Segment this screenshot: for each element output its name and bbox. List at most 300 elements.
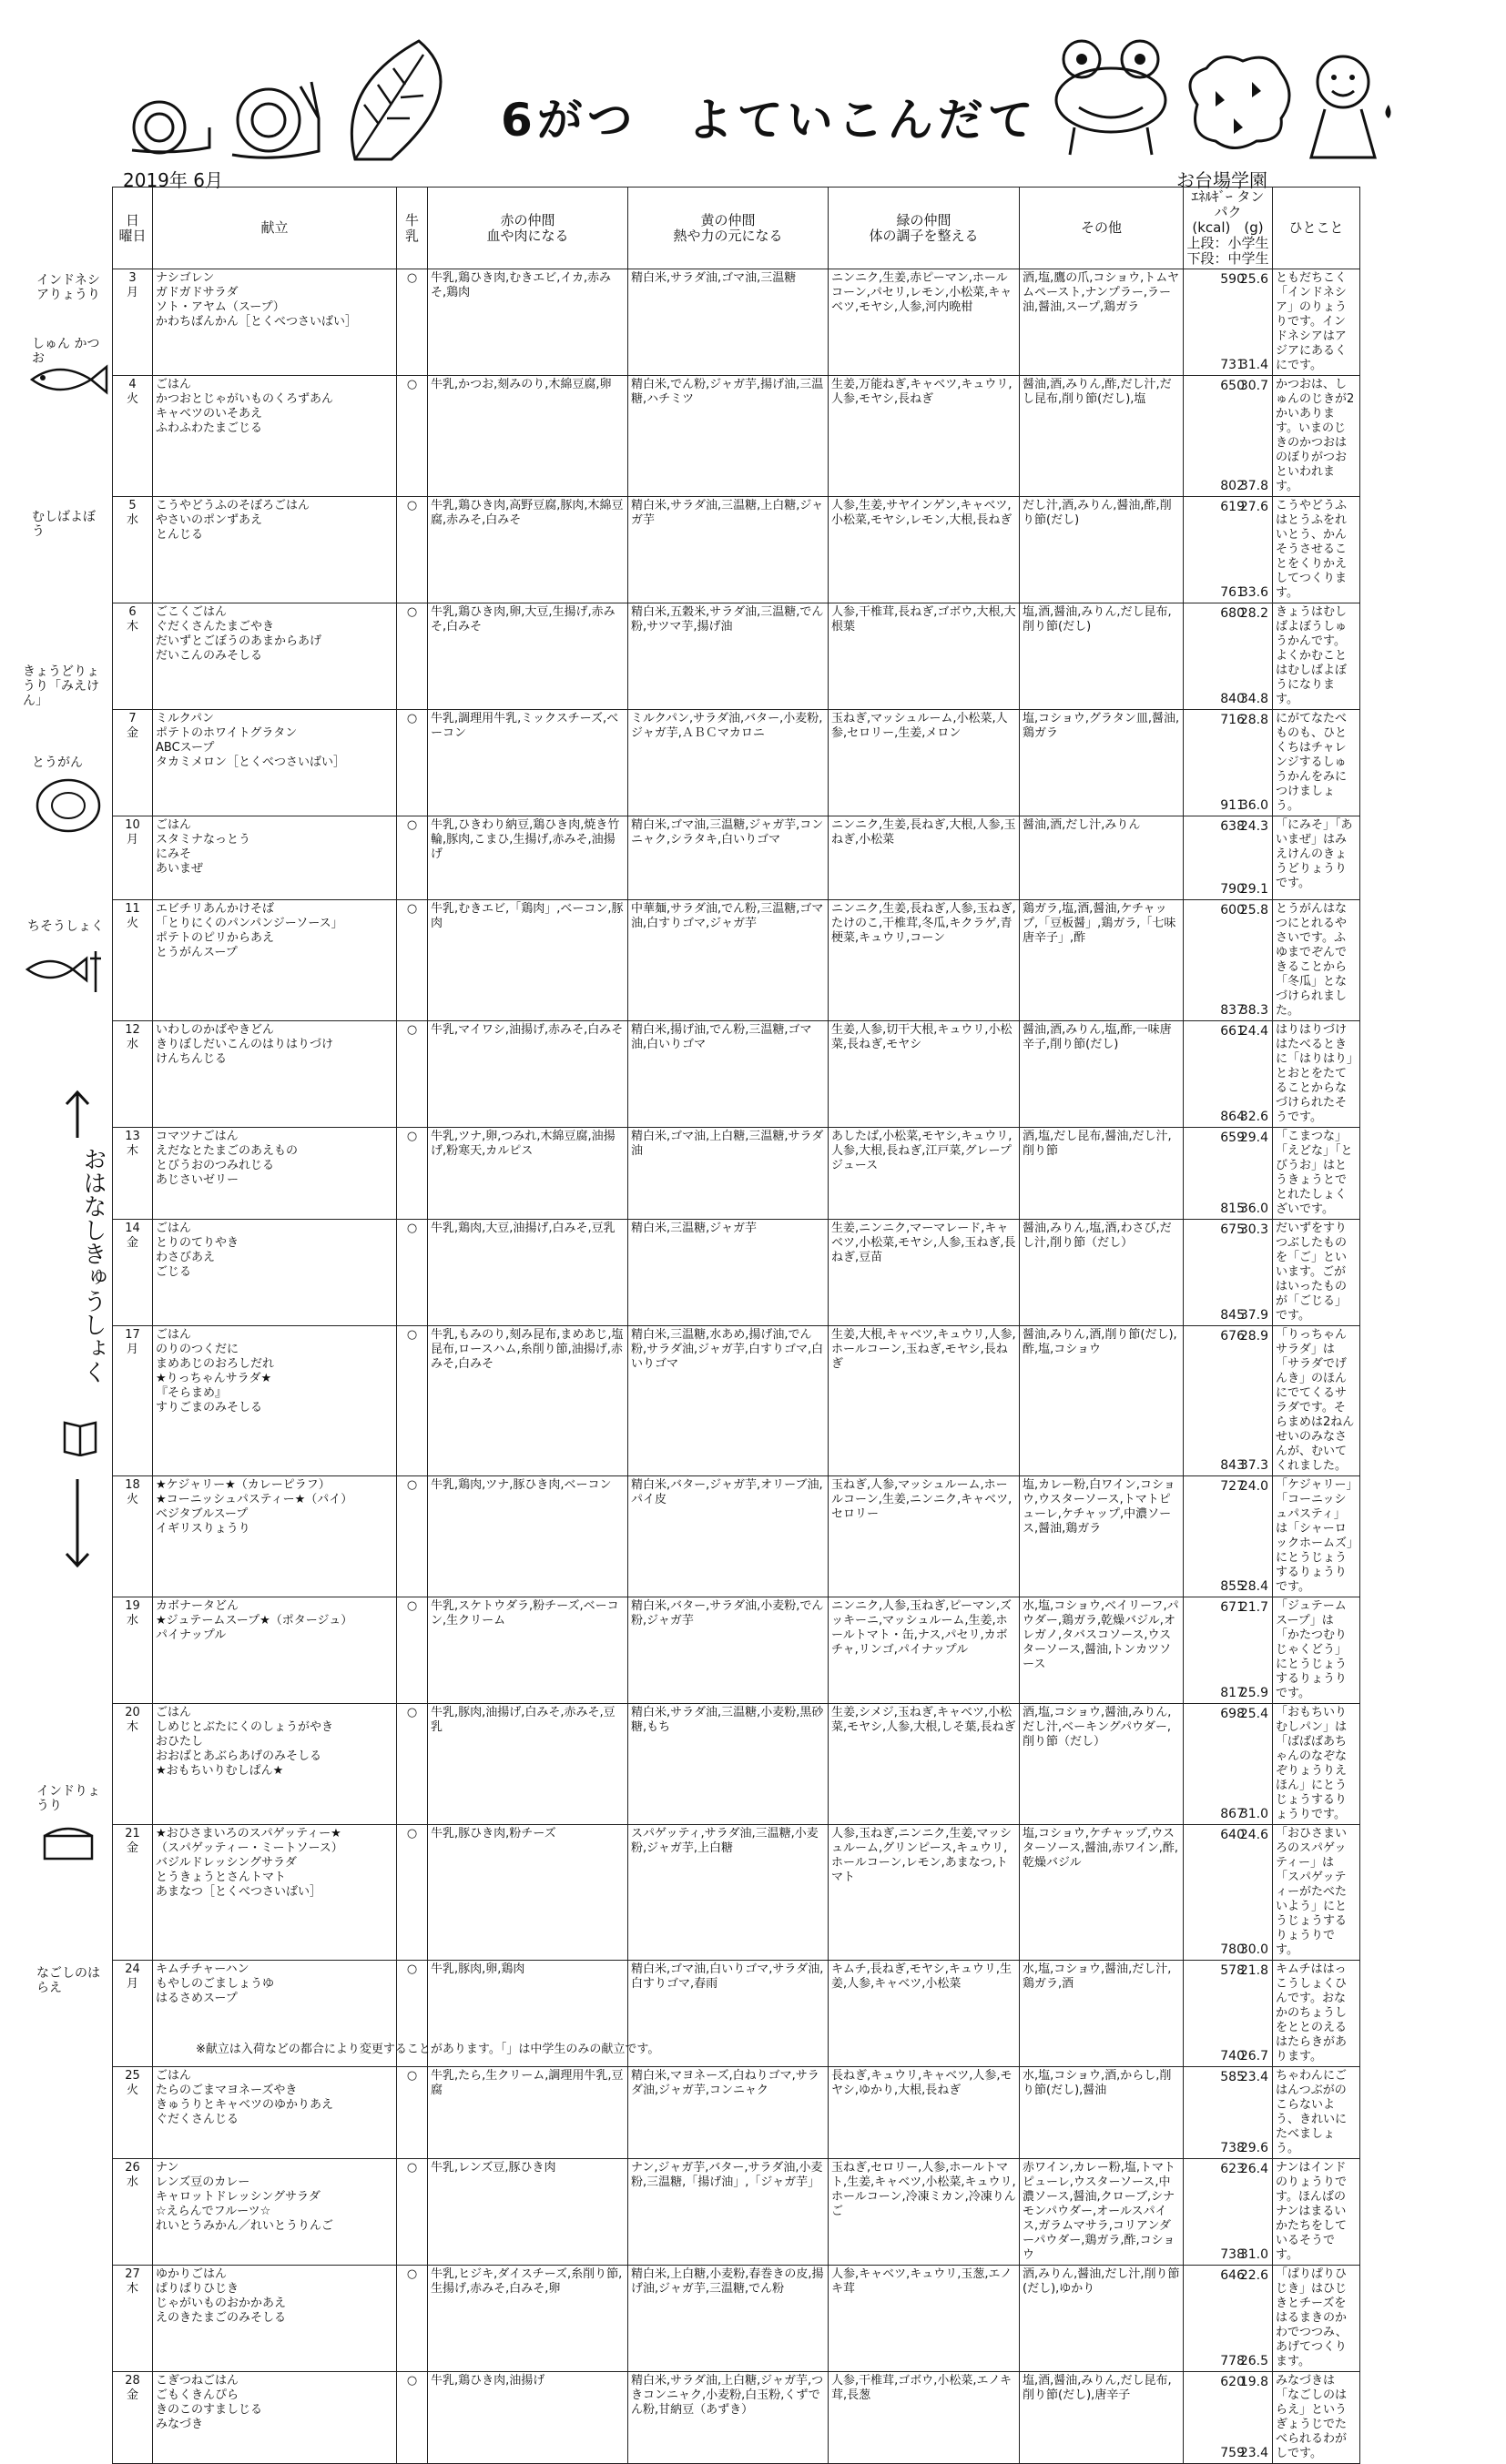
nutrition-cell	[1184, 900, 1273, 1021]
yellow-group-cell: 精白米,サラダ油,三温糖,上白糖,ジャガ芋	[628, 497, 829, 603]
table-row	[113, 710, 1360, 816]
dish-name: ごもくきんぴら	[156, 2388, 239, 2402]
dish-name: きのこのすましじる	[156, 2403, 263, 2417]
green-group-cell: 生姜,大根,キャベツ,キュウリ,人参,ホールコーン,玉ねぎ,モヤシ,長ねぎ	[829, 1326, 1020, 1476]
dish-name: みなづき	[156, 2418, 204, 2431]
green-group-cell: 生姜,ニンニク,マーマレード,キャベツ,小松菜,モヤシ,人参,玉ねぎ,長ねぎ,豆苗	[829, 1220, 1020, 1326]
dish-name: ナン	[156, 2161, 179, 2175]
red-group-cell: 牛乳,豚肉,油揚げ,白みそ,赤みそ,豆乳	[428, 1704, 628, 1825]
frog-icon	[1047, 36, 1175, 159]
date-cell	[113, 1220, 153, 1326]
protein-junior: 26.7	[1239, 2049, 1268, 2063]
dish-name: ふわふわたまごじる	[156, 421, 263, 435]
dish-name: とりのてりやき	[156, 1236, 239, 1250]
dish-name: かつおとじゃがいものくろずあん	[156, 392, 334, 406]
footnote: ※献立は入荷などの都合により変更することがあります。「」は中学生のみの献立です。	[196, 2043, 660, 2056]
protein-elementary: 25.4	[1239, 1707, 1268, 1721]
green-group-cell: 生姜,万能ねぎ,キャベツ,キュウリ,人参,モヤシ,長ねぎ	[829, 376, 1020, 497]
yellow-group-cell: 精白米,サラダ油,三温糖,小麦粉,黒砂糖,もち	[628, 1704, 829, 1825]
green-group-cell: 人参,干椎茸,ゴボウ,小松菜,エノキ茸,長葱	[829, 2372, 1020, 2464]
header-milk: 牛 乳	[397, 188, 428, 269]
fish-icon	[23, 360, 109, 401]
protein-elementary: 24.4	[1239, 1024, 1268, 1039]
green-group-cell: ニンニク,生姜,長ねぎ,人参,玉ねぎ,たけのこ,干椎茸,冬瓜,キクラゲ,青梗菜,キュウリ,コーン	[829, 900, 1020, 1021]
other-cell: 酒,塩,コショウ,醤油,みりん,だし汁,ベーキングパウダー,削り節（だし）	[1020, 1704, 1184, 1825]
yellow-group-cell: 精白米,ゴマ油,白いりゴマ,サラダ油,白すりゴマ,春雨	[628, 1961, 829, 2067]
date-cell	[113, 1961, 153, 2067]
date-cell	[113, 900, 153, 1021]
header-yellow: 黄の仲間 熱や力の元になる	[628, 188, 829, 269]
nutrition-cell	[1184, 1825, 1273, 1961]
date-cell	[113, 376, 153, 497]
weekday: 木	[126, 620, 138, 634]
energy-junior: 778	[1220, 2354, 1245, 2368]
table-row	[113, 1704, 1360, 1825]
table-row	[113, 1128, 1360, 1220]
red-group-cell: 牛乳,ヒジキ,ダイスチーズ,糸削り節,生揚げ,赤みそ,白みそ,卵	[428, 2266, 628, 2372]
dish-name: しめじとぶたにくのしょうがやき	[156, 1720, 334, 1734]
other-cell: 水,塩,コショウ,ベイリーフ,パウダー,鶏ガラ,乾燥バジル,オレガノ,タバスコソース,ウスターソース,醤油,トンカツソース	[1020, 1597, 1184, 1704]
dishes-cell	[153, 376, 397, 497]
dish-name: いわしのかばやきどん	[156, 1023, 275, 1037]
other-cell: 塩,コショウ,ケチャップ,ウスターソース,醤油,赤ワイン,酢,乾燥バジル	[1020, 1825, 1184, 1961]
protein-elementary: 29.4	[1239, 1131, 1268, 1145]
table-row	[113, 1326, 1360, 1476]
milk-mark: ○	[397, 1128, 428, 1220]
dish-name: （スパゲッティー・ミートソース）	[156, 1841, 343, 1855]
dishes-cell	[153, 710, 397, 816]
weekday: 水	[126, 513, 138, 527]
dish-name: ポテトのホワイトグラタン	[156, 726, 298, 740]
other-cell: 酒,塩,鷹の爪,コショウ,トムヤムペースト,ナンプラー,ラー油,醤油,スープ,鶏ガラ	[1020, 269, 1184, 376]
energy-elementary: 578	[1220, 1963, 1245, 1978]
comment-cell: ナンはインドのりょうりです。ほんばのナンはまるいかたちをしているそうです。	[1273, 2159, 1360, 2266]
dish-name: ★おひさまいろのスパゲッティー★	[156, 1827, 341, 1840]
weekday: 水	[126, 2175, 138, 2189]
date-cell	[113, 1476, 153, 1597]
comment-cell: きょうはむしばよぼうしゅうかんです。よくかむことはむしばよぼうになります。	[1273, 603, 1360, 710]
dishes-cell	[153, 1704, 397, 1825]
table-row	[113, 2266, 1360, 2372]
hydrangea-icon	[1179, 50, 1297, 155]
protein-junior: 28.4	[1239, 1579, 1268, 1594]
protein-junior: 37.3	[1239, 1458, 1268, 1473]
dish-name: ごはん	[156, 2069, 192, 2083]
dish-name: おひたし	[156, 1735, 204, 1749]
date-cell	[113, 1704, 153, 1825]
side-label-indonesia: インドネシアりょうり	[36, 273, 100, 302]
protein-junior: 26.5	[1239, 2354, 1268, 2368]
protein-elementary: 21.8	[1239, 1963, 1268, 1978]
protein-junior: 33.6	[1239, 585, 1268, 600]
school-name: お台場学園	[1176, 169, 1267, 191]
comment-cell: ちゃわんにごはんつぶがのこらないよう、きれいにたべましょう。	[1273, 2067, 1360, 2159]
table-row	[113, 1476, 1360, 1597]
weekday: 木	[126, 2282, 138, 2296]
side-label-nagoshi: なごしのはらえ	[36, 1966, 100, 1995]
energy-junior: 740	[1220, 2049, 1245, 2063]
green-group-cell: 玉ねぎ,マッシュルーム,小松菜,人参,セロリー,生姜,メロン	[829, 710, 1020, 816]
arrow-down-icon	[64, 1475, 91, 1575]
dish-name: ごはん	[156, 1328, 192, 1342]
protein-junior: 30.0	[1239, 1942, 1268, 1957]
dish-name: ごこくごはん	[156, 605, 228, 619]
protein-elementary: 25.6	[1239, 272, 1268, 287]
dish-name: わさびあえ	[156, 1251, 216, 1264]
dishes-cell	[153, 2266, 397, 2372]
dish-name: ごじる	[156, 1265, 192, 1279]
comment-cell: ともだちこく「インドネシア」のりょうりです。インドネシアはアジアにあるくにです。	[1273, 269, 1360, 376]
dish-name: ぐだくさんたまごやき	[156, 620, 275, 634]
dish-name: バジルドレッシングサラダ	[156, 1856, 297, 1870]
header-menu: 献立	[153, 188, 397, 269]
date-cell	[113, 2372, 153, 2464]
protein-junior: 23.4	[1239, 2446, 1268, 2460]
dishes-cell	[153, 816, 397, 900]
milk-mark: ○	[397, 1220, 428, 1326]
energy-elementary: 659	[1220, 1131, 1245, 1145]
dish-name: やさいのポンずあえ	[156, 513, 263, 527]
energy-junior: 911	[1220, 798, 1245, 813]
red-group-cell: 牛乳,たら,生クリーム,調理用牛乳,豆腐	[428, 2067, 628, 2159]
protein-elementary: 30.7	[1239, 379, 1268, 393]
date-cell	[113, 2159, 153, 2266]
protein-junior: 37.9	[1239, 1308, 1268, 1323]
date-cell	[113, 2067, 153, 2159]
comment-cell: 「ケジャリー」「コーニッシュパスティ」は「シャーロックホームズ」にとうじょうするりょうりです。	[1273, 1476, 1360, 1597]
dish-name: エビチリあんかけそば	[156, 902, 275, 916]
page-header	[0, 0, 1506, 191]
other-cell: だし汁,酒,みりん,醤油,酢,削り節(だし)	[1020, 497, 1184, 603]
protein-elementary: 22.6	[1239, 2268, 1268, 2283]
day-number: 4	[128, 378, 137, 391]
red-group-cell: 牛乳,鶏ひき肉,むきエビ,イカ,赤みそ,鶏肉	[428, 269, 628, 376]
nutrition-cell	[1184, 1476, 1273, 1597]
dish-name: コマツナごはん	[156, 1130, 239, 1143]
comment-cell: とうがんはなつにとれるやさいです。ふゆまでぞんできることから「冬瓜」となづけられました。	[1273, 900, 1360, 1021]
dish-name: ★りっちゃんサラダ★	[156, 1372, 272, 1385]
yellow-group-cell: 精白米,ゴマ油,上白糖,三温糖,サラダ油	[628, 1128, 829, 1220]
comment-cell: 「りっちゃんサラダ」は「サラダでげんき」のほんにでてくるサラダです。そらまめは2ねんせいのみなさんが、むいてくれました。	[1273, 1326, 1360, 1476]
energy-junior: 790	[1220, 882, 1245, 897]
milk-mark: ○	[397, 1021, 428, 1128]
milk-mark: ○	[397, 816, 428, 900]
other-cell: 醤油,みりん,酒,削り節(だし),酢,塩,コショウ	[1020, 1326, 1184, 1476]
day-number: 6	[128, 605, 137, 619]
yellow-group-cell: 精白米,バター,ジャガ芋,オリーブ油,パイ皮	[628, 1476, 829, 1597]
red-group-cell: 牛乳,豚ひき肉,粉チーズ	[428, 1825, 628, 1961]
red-group-cell: 牛乳,レンズ豆,豚ひき肉	[428, 2159, 628, 2266]
yellow-group-cell: 精白米,バター,サラダ油,小麦粉,でん粉,ジャガ芋	[628, 1597, 829, 1704]
weekday: 火	[126, 1493, 138, 1506]
menu-table	[112, 187, 1360, 2464]
weekday: 火	[126, 2084, 138, 2097]
energy-junior: 815	[1220, 1202, 1245, 1216]
dish-name: もやしのごましょうゆ	[156, 1977, 275, 1991]
weekday: 木	[126, 1144, 138, 1158]
comment-cell: キムチははっこうしょくひんです。おなかのちょうしをととのえるはたらきがあります。	[1273, 1961, 1360, 2067]
red-group-cell: 牛乳,むきエビ,「鶏肉」,ベーコン,豚肉	[428, 900, 628, 1021]
protein-elementary: 24.6	[1239, 1828, 1268, 1842]
date-cell	[113, 710, 153, 816]
dish-name: スタミナなっとう	[156, 833, 251, 847]
milk-mark: ○	[397, 1326, 428, 1476]
book-icon	[62, 1415, 98, 1456]
date-cell	[113, 1021, 153, 1128]
protein-junior: 31.0	[1239, 1807, 1268, 1821]
nutrition-cell	[1184, 2372, 1273, 2464]
dishes-cell	[153, 2067, 397, 2159]
dishes-cell	[153, 2372, 397, 2464]
milk-mark: ○	[397, 2266, 428, 2372]
dish-name: ☆えらんでフルーツ☆	[156, 2205, 271, 2218]
green-group-cell: 人参,キャベツ,キュウリ,玉葱,エノキ茸	[829, 2266, 1020, 2372]
comment-cell: 「おひさまいろのスパゲッティー」は「スパゲッティーがたべたいよう」にとうじょうするりょうりです。	[1273, 1825, 1360, 1961]
weekday: 金	[126, 2388, 138, 2402]
green-group-cell: 生姜,シメジ,玉ねぎ,キャベツ,小松菜,モヤシ,人参,大根,しそ葉,長ねぎ	[829, 1704, 1020, 1825]
protein-elementary: 27.6	[1239, 500, 1268, 514]
table-row	[113, 2067, 1360, 2159]
date-cell	[113, 816, 153, 900]
nutrition-cell	[1184, 2067, 1273, 2159]
yellow-group-cell: スパゲッティ,サラダ油,三温糖,小麦粉,ジャガ芋,上白糖	[628, 1825, 829, 1961]
weekday: 火	[126, 917, 138, 930]
red-group-cell: 牛乳,鶏ひき肉,油揚げ	[428, 2372, 628, 2464]
dishes-cell	[153, 1825, 397, 1961]
dish-name: はるさめスープ	[156, 1992, 238, 2005]
energy-junior: 843	[1220, 1458, 1245, 1473]
protein-elementary: 24.0	[1239, 1479, 1268, 1494]
dish-name: れいとうみかん／れいとうりんご	[156, 2219, 334, 2233]
protein-elementary: 24.3	[1239, 819, 1268, 834]
yellow-group-cell: 精白米,三温糖,ジャガ芋	[628, 1220, 829, 1326]
red-group-cell: 牛乳,マイワシ,油揚げ,赤みそ,白みそ	[428, 1021, 628, 1128]
other-cell: 水,塩,コショウ,酒,からし,削り節(だし),醤油	[1020, 2067, 1184, 2159]
energy-elementary: 698	[1220, 1707, 1245, 1721]
nutrition-cell	[1184, 269, 1273, 376]
energy-elementary: 675	[1220, 1222, 1245, 1237]
other-cell: 塩,カレー粉,白ワイン,コショウ,ウスターソース,トマトピューレ,ケチャップ,中濃ソース,醤油,鶏ガラ	[1020, 1476, 1184, 1597]
energy-junior: 731	[1220, 358, 1245, 372]
nutrition-cell	[1184, 710, 1273, 816]
protein-junior: 37.8	[1239, 479, 1268, 493]
energy-elementary: 680	[1220, 606, 1245, 621]
dish-name: まめあじのおろしだれ	[156, 1357, 275, 1371]
other-cell: 塩,酒,醤油,みりん,だし昆布,削り節(だし)	[1020, 603, 1184, 710]
energy-junior: 817	[1220, 1686, 1245, 1700]
green-group-cell: 玉ねぎ,セロリー,人参,ホールトマト,生姜,キャベツ,小松菜,キュウリ,ホールコーン,冷凍ミカン,冷凍りんご	[829, 2159, 1020, 2266]
teru-teru-bozu-icon	[1302, 50, 1402, 164]
energy-elementary: 600	[1220, 903, 1245, 918]
green-group-cell: ニンニク,人参,玉ねぎ,ピーマン,ズッキーニ,マッシュルーム,生姜,ホールトマト・缶,ナス,パセリ,カボチャ,リンゴ,パイナップル	[829, 1597, 1020, 1704]
red-group-cell: 牛乳,スケトウダラ,粉チーズ,ベーコン,生クリーム	[428, 1597, 628, 1704]
milk-mark: ○	[397, 900, 428, 1021]
dish-name: カボナータどん	[156, 1599, 239, 1613]
protein-junior: 36.0	[1239, 798, 1268, 813]
yellow-group-cell: 精白米,揚げ油,でん粉,三温糖,ゴマ油,白いりゴマ	[628, 1021, 829, 1128]
nutrition-cell	[1184, 816, 1273, 900]
dish-name: キャベツのいそあえ	[156, 407, 263, 421]
dishes-cell	[153, 1220, 397, 1326]
other-cell: 醤油,酒,だし汁,みりん	[1020, 816, 1184, 900]
red-group-cell: 牛乳,かつお,刻みのり,木綿豆腐,卵	[428, 376, 628, 497]
date-cell	[113, 269, 153, 376]
dishes-cell	[153, 1597, 397, 1704]
energy-junior: 802	[1220, 479, 1245, 493]
red-group-cell: 牛乳,鶏肉,ツナ,豚ひき肉,ベーコン	[428, 1476, 628, 1597]
yellow-group-cell: 精白米,上白糖,小麦粉,春巻きの皮,揚げ油,ジャガ芋,三温糖,でん粉	[628, 2266, 829, 2372]
dish-name: ベジタブルスープ	[156, 1507, 249, 1521]
nutrition-cell	[1184, 2159, 1273, 2266]
milk-mark: ○	[397, 603, 428, 710]
energy-junior: 837	[1220, 1003, 1245, 1018]
other-cell: 塩,コショウ,グラタン皿,醤油,鶏ガラ	[1020, 710, 1184, 816]
nutrition-cell	[1184, 603, 1273, 710]
dish-name: ゆかりごはん	[156, 2267, 228, 2281]
dishes-cell	[153, 1021, 397, 1128]
side-label-kyodo: きょうどりょうり「みえけん」	[23, 664, 99, 708]
table-row	[113, 603, 1360, 710]
dish-name: ★ジュテームスープ★（ポタージュ）	[156, 1614, 353, 1627]
weekday: 金	[126, 726, 138, 740]
dish-name: ぱりぱりひじき	[156, 2282, 239, 2296]
green-group-cell: 人参,干椎茸,長ねぎ,ゴボウ,大根,大根葉	[829, 603, 1020, 710]
dish-name: ごはん	[156, 1706, 192, 1719]
dish-name: えのきたまごのみそしる	[156, 2311, 287, 2325]
nutrition-cell	[1184, 376, 1273, 497]
nutrition-cell	[1184, 2266, 1273, 2372]
energy-elementary: 623	[1220, 2162, 1245, 2176]
nutrition-cell	[1184, 1961, 1273, 2067]
dish-name: ★コーニッシュパスティー★（パイ）	[156, 1493, 353, 1506]
comment-cell: こうやどうふはとうふをれいとう、かんそうさせることをくりかえしてつくります。	[1273, 497, 1360, 603]
date-cell	[113, 497, 153, 603]
other-cell: 水,塩,コショウ,醤油,だし汁,鶏ガラ,酒	[1020, 1961, 1184, 2067]
wintermelon-icon	[32, 774, 105, 837]
dish-name: とうがんスープ	[156, 946, 238, 959]
dish-name: とんじる	[156, 528, 204, 542]
dish-name: きりぼしだいこんのはりはりづけ	[156, 1038, 334, 1051]
table-row	[113, 1597, 1360, 1704]
protein-junior: 32.6	[1239, 1110, 1268, 1124]
yellow-group-cell: ミルクパン,サラダ油,バター,小麦粉,ジャガ芋,ＡＢＣマカロニ	[628, 710, 829, 816]
dish-name: きゅうりとキャベツのゆかりあえ	[156, 2098, 334, 2112]
dish-name: 「とりにくのパンパンジーソース」	[156, 917, 343, 930]
milk-mark: ○	[397, 1961, 428, 2067]
energy-elementary: 619	[1220, 500, 1245, 514]
other-cell: 酒,みりん,醤油,だし汁,削り節(だし),ゆかり	[1020, 2266, 1184, 2372]
milk-mark: ○	[397, 269, 428, 376]
milk-mark: ○	[397, 2159, 428, 2266]
header-date: 日 曜日	[113, 188, 153, 269]
dish-name: 『そらまめ』	[156, 1386, 228, 1400]
day-number: 5	[128, 499, 137, 512]
dishes-cell	[153, 1476, 397, 1597]
dish-name: ★ケジャリー★（カレーピラフ）	[156, 1478, 331, 1492]
protein-junior: 36.0	[1239, 1202, 1268, 1216]
weekday: 月	[126, 286, 138, 299]
protein-elementary: 23.4	[1239, 2070, 1268, 2084]
dish-name: とうきょうとさんトマト	[156, 1871, 287, 1884]
protein-elementary: 21.7	[1239, 1600, 1268, 1615]
milk-mark: ○	[397, 1704, 428, 1825]
dish-name: キャロットドレッシングサラダ	[156, 2190, 321, 2204]
protein-elementary: 19.8	[1239, 2375, 1268, 2389]
header-red: 赤の仲間 血や肉になる	[428, 188, 628, 269]
comment-cell: はりはりづけはたべるときに「はりはり」とおとをたてることからなづけられたそうです。	[1273, 1021, 1360, 1128]
other-cell: 醤油,酒,みりん,塩,酢,一味唐辛子,削り節(だし)	[1020, 1021, 1184, 1128]
dish-name: とびうおのつみれじる	[156, 1159, 275, 1172]
milk-mark: ○	[397, 1597, 428, 1704]
energy-junior: 738	[1220, 2141, 1245, 2155]
header-green: 緑の仲間 体の調子を整える	[829, 188, 1020, 269]
energy-junior: 759	[1220, 2446, 1245, 2460]
dish-name: キムチチャーハン	[156, 1962, 249, 1976]
energy-elementary: 716	[1220, 713, 1245, 727]
side-label-shun: しゅん かつお	[32, 337, 100, 366]
fish-vegetable-icon	[23, 942, 109, 997]
nutrition-cell	[1184, 1326, 1273, 1476]
other-cell: 塩,酒,醤油,みりん,だし昆布,削り節(だし),唐辛子	[1020, 2372, 1184, 2464]
green-group-cell: キムチ,長ねぎ,モヤシ,キュウリ,生姜,人参,キャベツ,小松菜	[829, 1961, 1020, 2067]
energy-elementary: 590	[1220, 272, 1245, 287]
side-label-ohanashi: おはなしきゅうしょく	[79, 1147, 107, 1384]
dish-name: レンズ豆のカレー	[156, 2175, 250, 2189]
side-label-mushiba: むしばよぼう	[32, 510, 96, 539]
yellow-group-cell: 精白米,でん粉,ジャガ芋,揚げ油,三温糖,ハチミツ	[628, 376, 829, 497]
dish-name: ごはん	[156, 1222, 192, 1235]
dish-name: だいこんのみそしる	[156, 649, 263, 663]
day-number: 14	[125, 1222, 140, 1235]
snail-icon	[118, 64, 328, 164]
protein-elementary: 26.4	[1239, 2162, 1268, 2176]
weekday: 水	[126, 1038, 138, 1051]
dish-name: えだなとたまごのあえもの	[156, 1144, 299, 1158]
nutrition-cell	[1184, 1128, 1273, 1220]
energy-elementary: 638	[1220, 819, 1245, 834]
yellow-group-cell: 中華麺,サラダ油,でん粉,三温糖,ゴマ油,白すりゴマ,ジャガ芋	[628, 900, 829, 1021]
weekday: 火	[126, 392, 138, 406]
yellow-group-cell: 精白米,ゴマ油,三温糖,ジャガ芋,コンニャク,シラタキ,白いりゴマ	[628, 816, 829, 900]
weekday: 水	[126, 1614, 138, 1627]
table-row	[113, 900, 1360, 1021]
other-cell: 酒,塩,だし昆布,醤油,だし汁,削り節	[1020, 1128, 1184, 1220]
side-label-togan: とうがん	[32, 755, 83, 770]
dish-name: かわちばんかん［とくべつさいばい］	[156, 315, 358, 329]
energy-junior: 738	[1220, 2247, 1245, 2262]
energy-elementary: 676	[1220, 1329, 1245, 1344]
other-cell: 赤ワイン,カレー粉,塩,トマトピューレ,ウスターソース,中濃ソース,醤油,クローブ,シナモンパウダー,オールスパイス,ガラムマサラ,コリアンダーパウダー,鶏ガラ,酢,コショウ	[1020, 2159, 1184, 2266]
dishes-cell	[153, 269, 397, 376]
dish-name: ごはん	[156, 818, 192, 832]
protein-junior: 25.9	[1239, 1686, 1268, 1700]
red-group-cell: 牛乳,ツナ,卵,つみれ,木綿豆腐,油揚げ,粉寒天,カルピス	[428, 1128, 628, 1220]
comment-cell: 「にみそ」「あいまぜ」はみえけんのきょうどりょうりです。	[1273, 816, 1360, 900]
milk-mark: ○	[397, 2372, 428, 2464]
day-number: 21	[125, 1827, 140, 1840]
dish-name: ミルクパン	[156, 712, 214, 725]
day-number: 3	[128, 271, 137, 285]
energy-junior: 864	[1220, 1110, 1245, 1124]
protein-junior: 38.3	[1239, 1003, 1268, 1018]
dish-name: じゃがいものおかかあえ	[156, 2297, 287, 2310]
date-cell	[113, 1597, 153, 1704]
day-number: 20	[125, 1706, 140, 1719]
dish-name: すりごまのみそしる	[156, 1401, 263, 1415]
dish-name: たらのごまマヨネーズやき	[156, 2084, 298, 2097]
red-group-cell: 牛乳,鶏ひき肉,高野豆腐,豚肉,木綿豆腐,赤みそ,白みそ	[428, 497, 628, 603]
arrow-up-icon	[64, 1088, 91, 1142]
